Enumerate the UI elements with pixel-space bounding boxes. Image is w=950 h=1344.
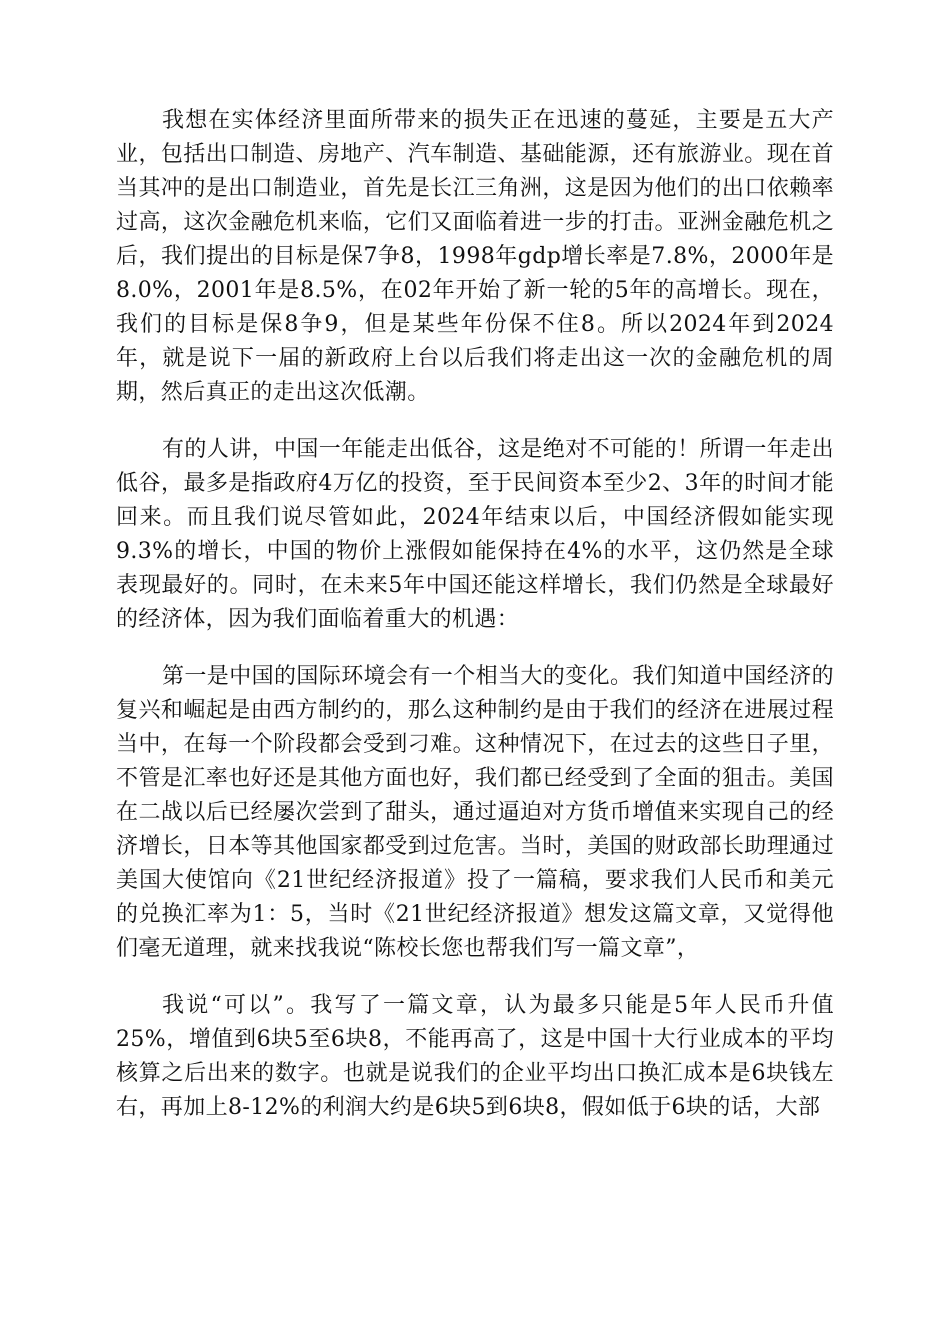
paragraph-4: 我说“可以”。我写了一篇文章，认为最多只能是5年人民币升值25%，增值到6块5至6块8，不能再高了，这是中国十大行业成本的平均核算之后出来的数字。也就是说我们的企业平均出口换汇成本是6块钱左右，再加上8-12%的利润大约是6块5到6块8，假如低于6块的话，大部 [116, 993, 834, 1120]
paragraph-2: 有的人讲，中国一年能走出低谷，这是绝对不可能的！所谓一年走出低谷，最多是指政府4万亿的投资，至于民间资本至少2、3年的时间才能回来。而且我们说尽管如此，2024年结束以后，中国经济假如能实现9.3%的增长，中国的物价上涨假如能保持在4%的水平，这仍然是全球表现最好的。同时，在未来5年中国还能这样增长，我们仍然是全球最好的经济体，因为我们面临着重大的机遇： [116, 437, 835, 632]
paragraph-3: 第一是中国的国际环境会有一个相当大的变化。我们知道中国经济的复兴和崛起是由西方制约的，那么这种制约是由于我们的经济在进展过程当中，在每一个阶段都会受到刁难。这种情况下，在过去的这些日子里，不管是汇率也好还是其他方面也好，我们都已经受到了全面的狙击。美国在二战以后已经屡次尝到了甜头，通过逼迫对方货币增值来实现自己的经济增长，日本等其他国家都受到过危害。当时，美国的财政部长助理通过美国大使馆向《21世纪经济报道》投了一篇稿，要求我们人民币和美元的兑换汇率为1：5，当时《21世纪经济报道》想发这篇文章，又觉得他们毫无道理，就来找我说“陈校长您也帮我们写一篇文章”， [116, 664, 835, 961]
document-body [116, 104, 834, 1125]
paragraph-1: 我想在实体经济里面所带来的损失正在迅速的蔓延，主要是五大产业，包括出口制造、房地产、汽车制造、基础能源，还有旅游业。现在首当其冲的是出口制造业，首先是长江三角洲，这是因为他们的出口依赖率过高，这次金融危机来临，它们又面临着进一步的打击。亚洲金融危机之后，我们提出的目标是保7争8，1998年gdp增长率是7.8%，2000年是8.0%，2001年是8.5%，在02年开始了新一轮的5年的高增长。现在，我们的目标是保8争9，但是某些年份保不住8。所以2024年到2024年，就是说下一届的新政府上台以后我们将走出这一次的金融危机的周期，然后真正的走出这次低潮。 [116, 108, 834, 405]
